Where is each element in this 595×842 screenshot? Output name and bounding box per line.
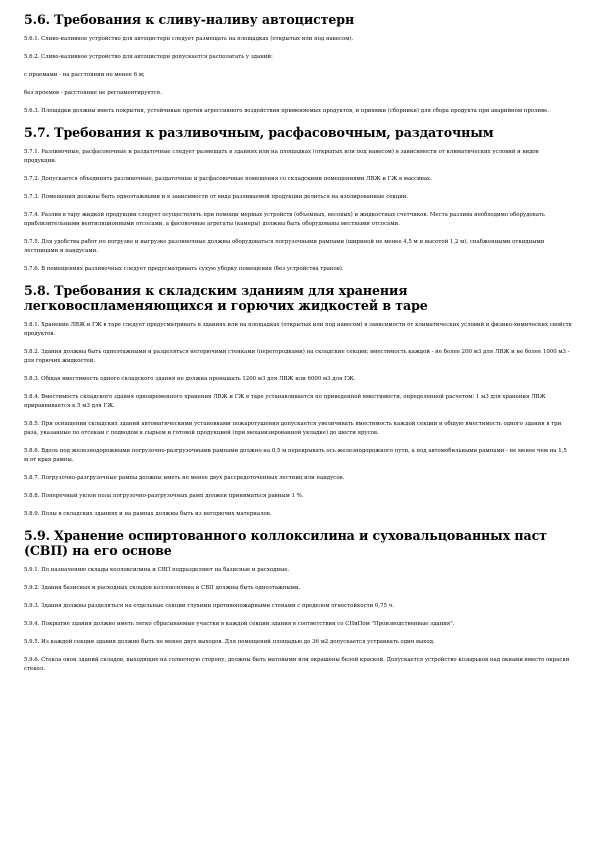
paragraph: 5.7.6. В помещениях разливочных следует предусматривать сухую уборку помещения (без устройства трапов). <box>24 266 344 272</box>
section-heading: 5.6. Требования к сливу-наливу автоцистерн <box>24 12 355 27</box>
paragraph: 5.8.5. При оснащении складских зданий автоматическими установками пожаротушения допускается увеличивать вместимость каждой секции и общую вместимость одного здания в три раза, указанные по отсекам с подводом к сырьем и готовой продукцией (при механизированной укладке) до шести ярусов. <box>24 421 562 436</box>
paragraph: 5.8.6. Вдоль под железнодорожными погрузочно-разгрузочными рампами должно на 0,5 м перекрывать ось железнодорожного пути, а под автомобильными рампами - не менее чем на 1,5 м от края рампы. <box>24 448 567 463</box>
paragraph: 5.8.1. Хранение ЛВЖ и ГЖ в таре следует предусматривать в зданиях или на площадках (открытых или под навесом) в зависимости от климатических условий и физико-химических свойств продуктов. <box>24 322 572 337</box>
paragraph: 5.8.3. Общая вместимость одного складского здания не должна превышать 1200 м3 для ЛВЖ или 6000 м3 для ГЖ. <box>24 376 356 382</box>
paragraph: без проемов - расстояние не регламентируется. <box>24 90 162 96</box>
paragraph: 5.9.4. Покрытие здания должно иметь легко сбрасываемые участки в каждой секции здания в соответствии со СНиПом "Производственные здания". <box>24 621 455 627</box>
paragraph: 5.8.8. Поперечный уклон пола погрузочно-разгрузочных рамп должен приниматься равным 1 %. <box>24 493 304 499</box>
paragraph: 5.8.4. Вместимость складского здания одновременного хранения ЛВЖ и ГЖ в таре устанавливается по приведенной вместимости, определенной расчетом: 1 м3 для хранения ЛВЖ приравнивается к 5 м3 для ГЖ. <box>24 394 546 409</box>
document-page <box>24 12 572 683</box>
paragraph: 5.9.6. Стекла окон зданий складов, выходящих на солнечную сторону, должны быть матовыми или окрашены белой краской. Допускается устройство козырьков над окнами вместо окраски стекол. <box>24 657 570 672</box>
paragraph: 5.7.4. Разлив в тару жидкой продукции следует осуществлять при помощи мерных устройств (объемных, весовых) и жидкостных счетчиков. Места разлива необходимо оборудовать приблизительными вентиляционными отсосами, а фасовочные агрегаты (камеры) должны быть оборудованы местными отсосами. <box>24 212 545 227</box>
section-5-8 <box>24 283 572 519</box>
paragraph: 5.7.2. Допускается объединять разливочные, раздаточные и расфасовочные помещения со складскими помещениями ЛВЖ и ГЖ в массивах. <box>24 176 432 182</box>
paragraph: 5.8.2. Здания должны быть одноэтажными и разделяться негорючими стенками (перегородками) на складские секции; вместимость каждой - не более 200 м3 для ЛВЖ и не более 1000 м3 - для горючих жидкостей. <box>24 349 570 364</box>
paragraph: 5.7.5. Для удобства работ по погрузке и выгрузке разливочные должны оборудоваться погрузочными рампами (шириной не менее 4,5 м и высотой 1,2 м), снабженными откидными лестницами и пандусами. <box>24 239 545 254</box>
paragraph: 5.8.7. Погрузочно-разгрузочные рампы должны иметь не менее двух рассредоточенных лестниц или пандусов. <box>24 475 345 481</box>
paragraph: 5.9.5. Из каждой секции здания должно быть не менее двух выходов. Для помещений площадью до 36 м2 допускается устраивать один выход. <box>24 639 435 645</box>
paragraph: 5.6.1. Сливо-наливное устройство для автоцистерн следует размещать на площадках (открытых или под навесом). <box>24 36 354 42</box>
section-heading: 5.9. Хранение оспиртованного коллоксилина и суховальцованных паст (СВП) на его основе <box>24 528 547 558</box>
paragraph: 5.8.9. Полы в складских зданиях и на рампах должны быть из негорючих материалов. <box>24 511 272 517</box>
section-heading: 5.7. Требования к разливочным, расфасовочным, раздаточным <box>24 125 494 140</box>
paragraph: 5.9.2. Здания базисных и расходных складов коллоксилина и СВП должны быть одноэтажными. <box>24 585 301 591</box>
paragraph: 5.9.1. По назначению склады коллоксилина и СВП подразделяют на базисные и расходные. <box>24 567 290 573</box>
paragraph: 5.6.3. Площадки должны иметь покрытия, устойчивые против агрессивного воздействия применяемых продуктов, и приямки (сборники) для сбора продукта при аварийном проливе. <box>24 108 550 114</box>
section-5-9 <box>24 528 572 674</box>
section-5-6 <box>24 12 572 116</box>
paragraph: 5.7.1. Разливочные, расфасовочные и раздаточные следует размещать в зданиях или на площадках (открытых или под навесом) в зависимости от климатических условий и видов продукции. <box>24 149 539 164</box>
paragraph: 5.6.2. Сливо-наливное устройство для автоцистерн допускается располагать у зданий: <box>24 54 273 60</box>
section-heading: 5.8. Требования к складским зданиям для хранения легковоспламеняющихся и горючих жидкостей в таре <box>24 283 428 313</box>
paragraph: 5.7.3. Помещения должны быть одноэтажными и в зависимости от вида разливаемой продукции делиться на изолированные секции. <box>24 194 409 200</box>
paragraph: с проемами - на расстоянии не менее 6 м; <box>24 72 145 78</box>
section-5-7 <box>24 125 572 274</box>
paragraph: 5.9.3. Здания должны разделяться на отдельные секции глухими противопожарными стенами с пределом огнестойкости 0,75 ч. <box>24 603 394 609</box>
